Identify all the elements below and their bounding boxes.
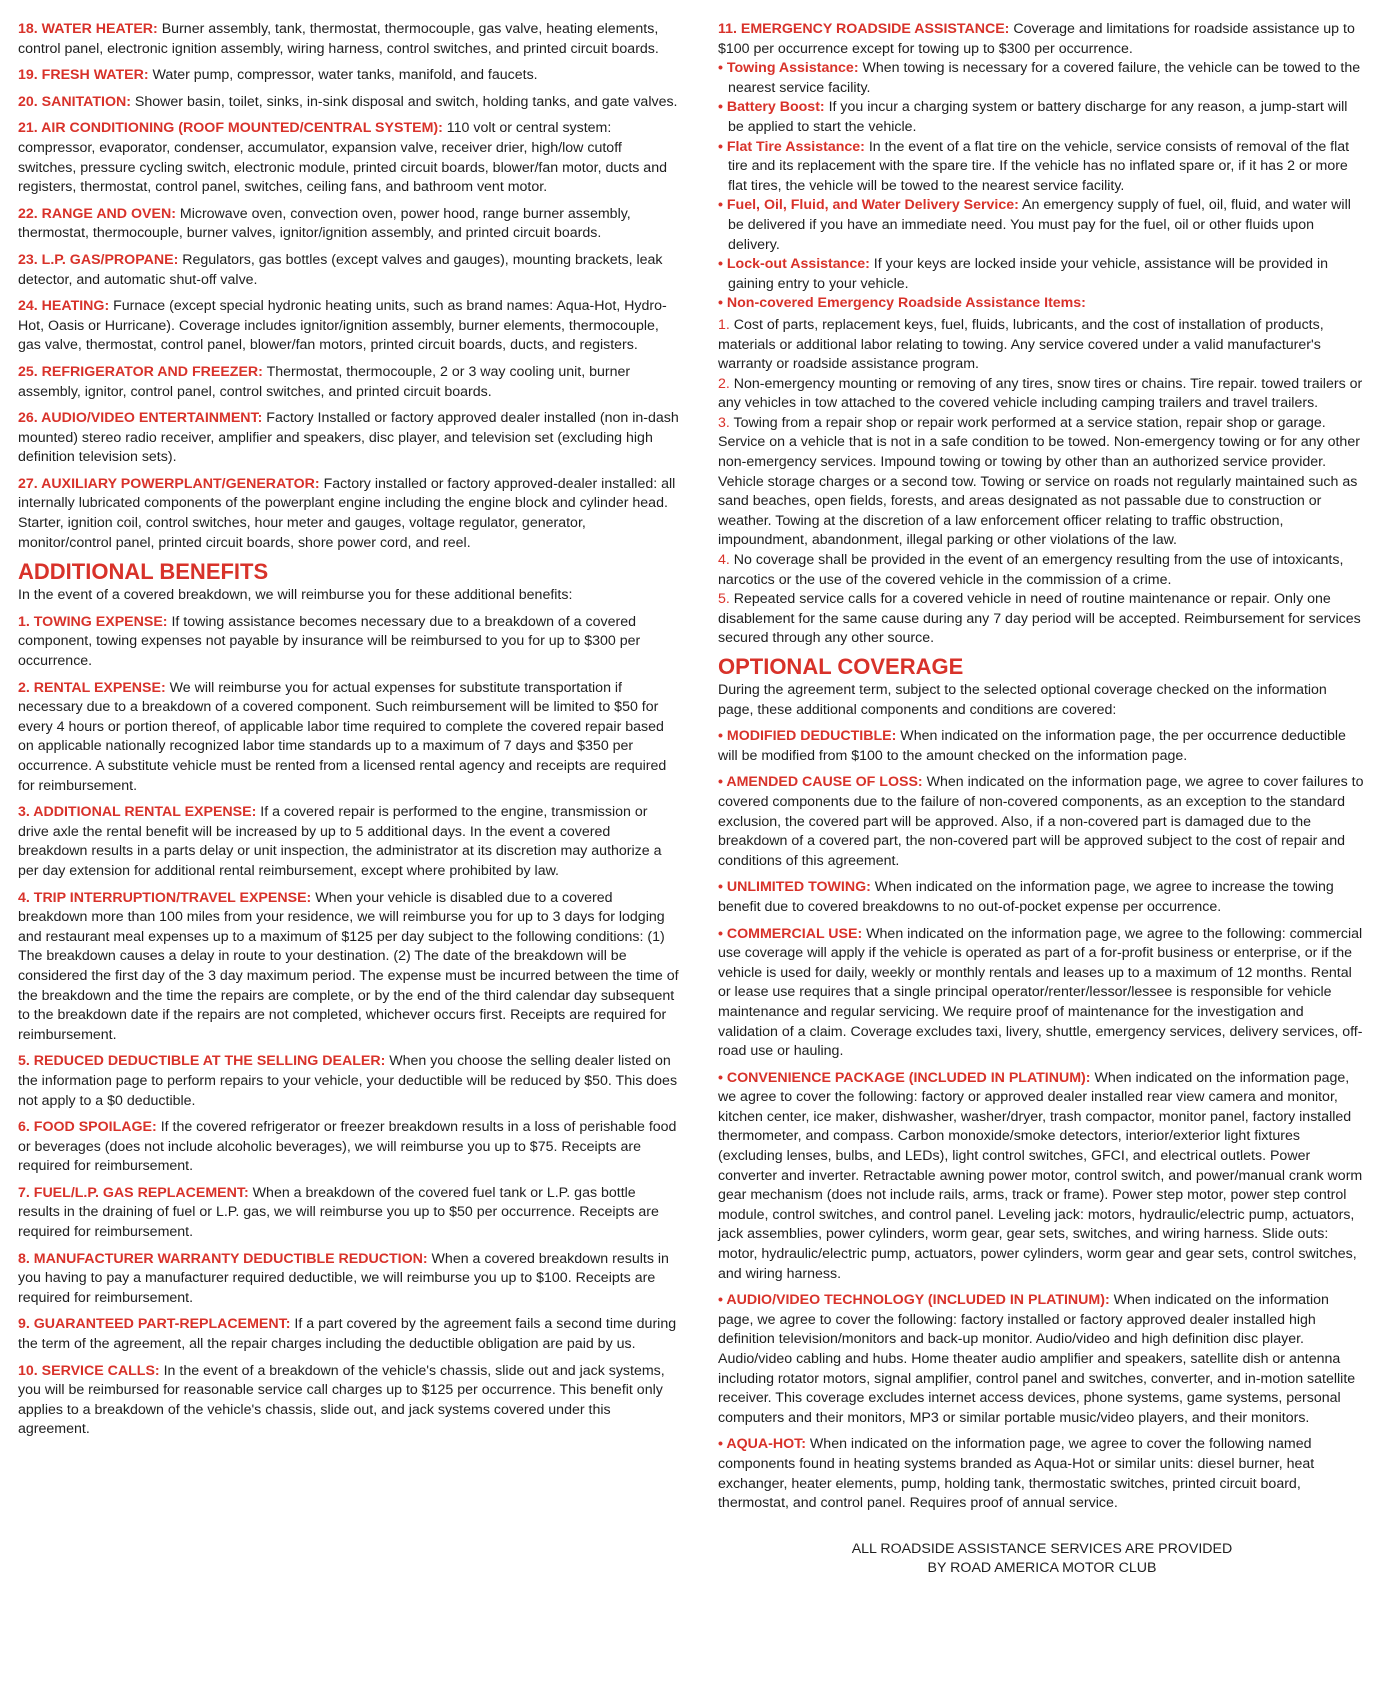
benefit-item: 4. TRIP INTERRUPTION/TRAVEL EXPENSE: When your vehicle is disabled due to a covered breakdown more than 100 miles from your residence, we will reimburse you for up to 3 days for lodging and restaurant meal expenses up to a maximum of $125 per day subject to the following conditions: (1) The breakdown causes a delay in route to your destination. (2) The date of the breakdown will be considered the first day of the 3 day maximum period. The expense must be incurred between the time of the breakdown and the time the repairs are complete, or by the end of the third calendar day subsequent to the breakdown date if the repairs are not completed, whichever occurs first. Receipts are required for reimbursement. bbox=[18, 889, 679, 1043]
roadside-assistance-intro: 11. EMERGENCY ROADSIDE ASSISTANCE: Coverage and limitations for roadside assistance up to $100 per occurrence except for towing up to $300 per occurrence. bbox=[717, 21, 1355, 57]
optional-coverage-heading: OPTIONAL COVERAGE bbox=[717, 654, 964, 679]
footer-line-2: BY ROAD AMERICA MOTOR CLUB bbox=[927, 1559, 1157, 1576]
non-covered-item: 4. No coverage shall be provided in the event of an emergency resulting from the use of intoxicants, narcotics or the use of the covered vehicle in the commission of a crime. bbox=[717, 552, 1344, 588]
non-covered-items bbox=[718, 316, 1366, 649]
coverage-item: 22. RANGE AND OVEN: Microwave oven, convection oven, power hood, range burner assembly, thermostat, thermocouple, burner valves, ignitor/ignition assembly, and printed circuit boards. bbox=[18, 205, 631, 242]
roadside-assistance-section bbox=[718, 20, 1366, 649]
benefit-item: 6. FOOD SPOILAGE: If the covered refrigerator or freezer breakdown results in a loss of perishable food or beverages (does not include alcoholic beverages), we will reimburse you up to $75. Receipts are required for reimbursement. bbox=[18, 1119, 677, 1175]
roadside-sub-item: • Non-covered Emergency Roadside Assistance Items: bbox=[717, 295, 1086, 312]
optional-item: • CONVENIENCE PACKAGE (INCLUDED IN PLATINUM): When indicated on the information page, we agree to cover the following: factory or approved dealer installed rear view camera and monitor, kitchen center, ice maker, dishwasher, washer/dryer, trash compactor, monitor panel, factory installed thermometer, and compass. Carbon monoxide/smoke detectors, interior/exterior light fixtures (excluding lenses, bulbs, and LEDs), light control switches, GFCI, and electrical outlets. Power converter and inverter. Retractable awning power motor, control switch, and power/manual crank worm gear mechanism (does not include rails, arms, track or frame). Power step motor, power step control module, control switches, and control panel. Leveling jack: motors, hydraulic/electric pump, actuators, jack assemblies, power cylinders, worm gear, gear sets, switches, and wiring harness. Slide outs: motor, hydraulic/electric pump, actuators, power cylinders, worm gear and gear sets, control switches, and wiring harness. bbox=[717, 1069, 1363, 1282]
coverage-item: 21. AIR CONDITIONING (ROOF MOUNTED/CENTRAL SYSTEM): 110 volt or central system: compressor, evaporator, condenser, accumulator, expansion valve, receiver drier, high/low cutoff switches, pressure cycling switch, electronic module, printed circuit boards, blower/fan motor, ducts and registers, thermostat, control panel, switches, ceiling fans, and bathroom vent motor. bbox=[18, 120, 667, 196]
optional-item: • AUDIO/VIDEO TECHNOLOGY (INCLUDED IN PLATINUM): When indicated on the information page, we agree to cover the following: factory installed or factory approved dealer installed high definition television/monitors and back-up monitor. Audio/video and high definition disc player. Audio/video cabling and hubs. Home theater audio amplifier and speakers, satellite dish or antenna including rotator motors, signal amplifier, control panel and switches, converter, and in-motion satellite receiver. This coverage excludes internet access devices, phone systems, game systems, personal computers and their monitors, MP3 or similar portable music/video players, and their monitors. bbox=[717, 1292, 1356, 1426]
benefit-item: 5. REDUCED DEDUCTIBLE AT THE SELLING DEALER: When you choose the selling dealer listed on the information page to perform repairs to your vehicle, your deductible will be reduced by $50. This does not apply to a $0 deductible. bbox=[18, 1053, 678, 1109]
roadside-sub-item: • Flat Tire Assistance: In the event of a flat tire on the vehicle, service consists of removal of the flat tire and its replacement with the spare tire. If the vehicle has no inflated spare or, if it has 2 or more flat tires, the vehicle will be towed to the nearest service facility. bbox=[717, 138, 1350, 194]
footer-line-1: ALL ROADSIDE ASSISTANCE SERVICES ARE PROVIDED bbox=[851, 1540, 1233, 1557]
roadside-sub-items bbox=[718, 59, 1366, 314]
benefit-item: 1. TOWING EXPENSE: If towing assistance becomes necessary due to a breakdown of a covered component, towing expenses not payable by insurance will be reimbursed to you for up to $300 per occurrence. bbox=[18, 613, 641, 670]
coverage-item: 25. REFRIGERATOR AND FREEZER: Thermostat, thermocouple, 2 or 3 way cooling unit, burner assembly, ignitor, control panel, control switches, and printed circuit boards. bbox=[18, 363, 631, 400]
non-covered-item: 5. Repeated service calls for a covered vehicle in need of routine maintenance or repair. Only one disablement for the same cause during any 7 day period will be accepted. Reimbursement for services secured through any other source. bbox=[717, 591, 1361, 647]
benefit-item: 7. FUEL/L.P. GAS REPLACEMENT: When a breakdown of the covered fuel tank or L.P. gas bottle results in the draining of fuel or L.P. gas, we will reimburse you up to $50 per occurrence. Receipts are required for reimbursement. bbox=[18, 1184, 659, 1241]
optional-item: • MODIFIED DEDUCTIBLE: When indicated on the information page, the per occurrence deductible will be modified from $100 to the amount checked on the information page. bbox=[717, 728, 1346, 764]
non-covered-item: 3. Towing from a repair shop or repair work performed at a service station, repair shop or garage. Service on a vehicle that is not in a safe condition to be towed. Non-emergency towing or for any other non-emergency services. Impound towing or towing by other than an authorized service provider. Vehicle storage charges or a second tow. Towing or service on roads not regularly maintained such as sand beaches, open fields, forests, and areas designated as not passable due to construction or weather. Towing at the discretion of a law enforcement officer relating to traffic obstruction, impoundment, abandonment, illegal parking or other violations of the law. bbox=[717, 414, 1360, 549]
benefit-items bbox=[18, 613, 680, 1440]
left-column bbox=[18, 20, 680, 1681]
optional-coverage-intro: During the agreement term, subject to the selected optional coverage checked on the information page, these additional components and conditions are covered: bbox=[717, 682, 1327, 718]
coverage-item: 26. AUDIO/VIDEO ENTERTAINMENT: Factory Installed or factory approved dealer installed (non in-dash mounted) stereo radio receiver, amplifier and speakers, disc player, and television set (excluding high definition television sets). bbox=[18, 410, 679, 466]
right-column bbox=[718, 20, 1366, 1681]
additional-benefits-intro: In the event of a covered breakdown, we will reimburse you for these additional benefits: bbox=[18, 587, 573, 604]
roadside-sub-item: • Lock-out Assistance: If your keys are locked inside your vehicle, assistance will be provided in gaining entry to your vehicle. bbox=[717, 256, 1329, 292]
coverage-item: 23. L.P. GAS/PROPANE: Regulators, gas bottles (except valves and gauges), mounting brackets, leak detector, and automatic shut-off valve. bbox=[18, 251, 663, 288]
coverage-item: 27. AUXILIARY POWERPLANT/GENERATOR: Factory installed or factory approved-dealer installed: all internally lubricated components of the powerplant engine including the engine block and cylinder head. Starter, ignition coil, control switches, hour meter and gauges, voltage regulator, generator, monitor/control panel, printed circuit boards, shore power cord, and reel. bbox=[18, 475, 676, 551]
non-covered-item: 2. Non-emergency mounting or removing of any tires, snow tires or chains. Tire repair. towed trailers or any vehicles in tow attached to the covered vehicle including camping trailers and travel trailers. bbox=[717, 375, 1363, 412]
roadside-sub-item: • Battery Boost: If you incur a charging system or battery discharge for any reason, a jump-start will be applied to start the vehicle. bbox=[717, 99, 1348, 135]
benefit-item: 9. GUARANTEED PART-REPLACEMENT: If a part covered by the agreement fails a second time during the term of the agreement, all the repair charges including the deductible obligation are paid by us. bbox=[18, 1316, 677, 1353]
optional-item: • UNLIMITED TOWING: When indicated on the information page, we agree to increase the towing benefit due to covered breakdowns to no out-of-pocket expense per occurrence. bbox=[717, 879, 1334, 915]
optional-item: • COMMERCIAL USE: When indicated on the information page, we agree to the following: commercial use coverage will apply if the vehicle is operated as part of a for-profit business or enterprise, or if the vehicle is used for daily, weekly or monthly rentals and leases up to a maximum of 12 months. Rental or lease use requires that a single principal operator/renter/lessor/lessee is responsible for vehicle maintenance and regular servicing. We require proof of maintenance for the investigation and validation of a claim. Coverage excludes taxi, livery, shuttle, emergency services, delivery services, off-road use or hauling. bbox=[717, 925, 1363, 1060]
coverage-item: 18. WATER HEATER: Burner assembly, tank, thermostat, thermocouple, gas valve, heating elements, control panel, electronic ignition assembly, wiring harness, control switches, and printed circuit boards. bbox=[18, 21, 659, 57]
roadside-sub-item: • Fuel, Oil, Fluid, and Water Delivery Service: An emergency supply of fuel, oil, fluid, and water will be delivered if you have an immediate need. You must pay for the fuel, oil or other fluids upon delivery. bbox=[717, 197, 1351, 253]
non-covered-item: 1. Cost of parts, replacement keys, fuel, fluids, lubricants, and the cost of installation of products, materials or additional labor relating to towing. Any service covered under a valid manufacturer's warranty or roadside assistance program. bbox=[717, 316, 1324, 373]
optional-item: • AMENDED CAUSE OF LOSS: When indicated on the information page, we agree to cover failures to covered components due to the failure of non-covered components, as an exception to the standard exclusion, the covered part will be approved. Also, if a non-covered part is damaged due to the breakdown of a covered part, the non-covered part will be approved subject to the cost of repair and conditions of this agreement. bbox=[717, 774, 1364, 869]
benefit-item: 8. MANUFACTURER WARRANTY DEDUCTIBLE REDUCTION: When a covered breakdown results in you having to pay a manufacturer required deductible, we will reimburse you up to $100. Receipts are required for reimbursement. bbox=[18, 1250, 669, 1306]
benefit-item: 10. SERVICE CALLS: In the event of a breakdown of the vehicle's chassis, slide out and jack systems, you will be reimbursed for reasonable service call charges up to $125 per occurrence. This benefit only applies to a breakdown of the vehicle's chassis, slide out, and jack systems covered under this agreement. bbox=[18, 1362, 665, 1438]
benefit-item: 2. RENTAL EXPENSE: We will reimburse you for actual expenses for substitute transportation if necessary due to a breakdown of a covered component. Such reimbursement will be limited to $50 for every 4 hours or portion thereof, of applicable labor time required to complete the covered repair based on applicable nationally recognized labor time standards up to a maximum of 7 days and $350 per occurrence. A substitute vehicle must be rented from a licensed rental agency and receipts are required for reimbursement. bbox=[18, 679, 667, 794]
optional-items bbox=[718, 727, 1366, 1514]
coverage-item: 20. SANITATION: Shower basin, toilet, sinks, in-sink disposal and switch, holding tanks, and gate valves. bbox=[18, 93, 678, 110]
optional-item: • AQUA-HOT: When indicated on the information page, we agree to cover the following named components found in heating systems branded as Aqua-Hot or similar units: diesel burner, heat exchanger, heater elements, pump, holding tank, thermostatic switches, printed circuit board, thermostat, and control panel. Requires proof of annual service. bbox=[717, 1436, 1315, 1512]
benefit-item: 3. ADDITIONAL RENTAL EXPENSE: If a covered repair is performed to the engine, transmission or drive axle the rental benefit will be increased by up to 5 additional days. In the event a covered breakdown results in a parts delay or unit inspection, the administrator at its discretion may authorize a per day extension for additional rental reimbursement, except where prohibited by law. bbox=[18, 804, 662, 879]
coverage-item: 24. HEATING: Furnace (except special hydronic heating units, such as brand names: Aqua-Hot, Hydro-Hot, Oasis or Hurricane). Coverage includes ignitor/ignition assembly, burner elements, thermocouple, gas valve, thermostat, control panel, blower/fan motors, printed circuit boards, ducts, and registers. bbox=[18, 298, 667, 354]
footer-note bbox=[718, 1540, 1366, 1578]
roadside-sub-item: • Towing Assistance: When towing is necessary for a covered failure, the vehicle can be towed to the nearest service facility. bbox=[717, 60, 1361, 96]
additional-benefits-heading: ADDITIONAL BENEFITS bbox=[18, 559, 269, 585]
coverage-items bbox=[18, 20, 680, 553]
coverage-item: 19. FRESH WATER: Water pump, compressor, water tanks, manifold, and faucets. bbox=[18, 67, 538, 84]
